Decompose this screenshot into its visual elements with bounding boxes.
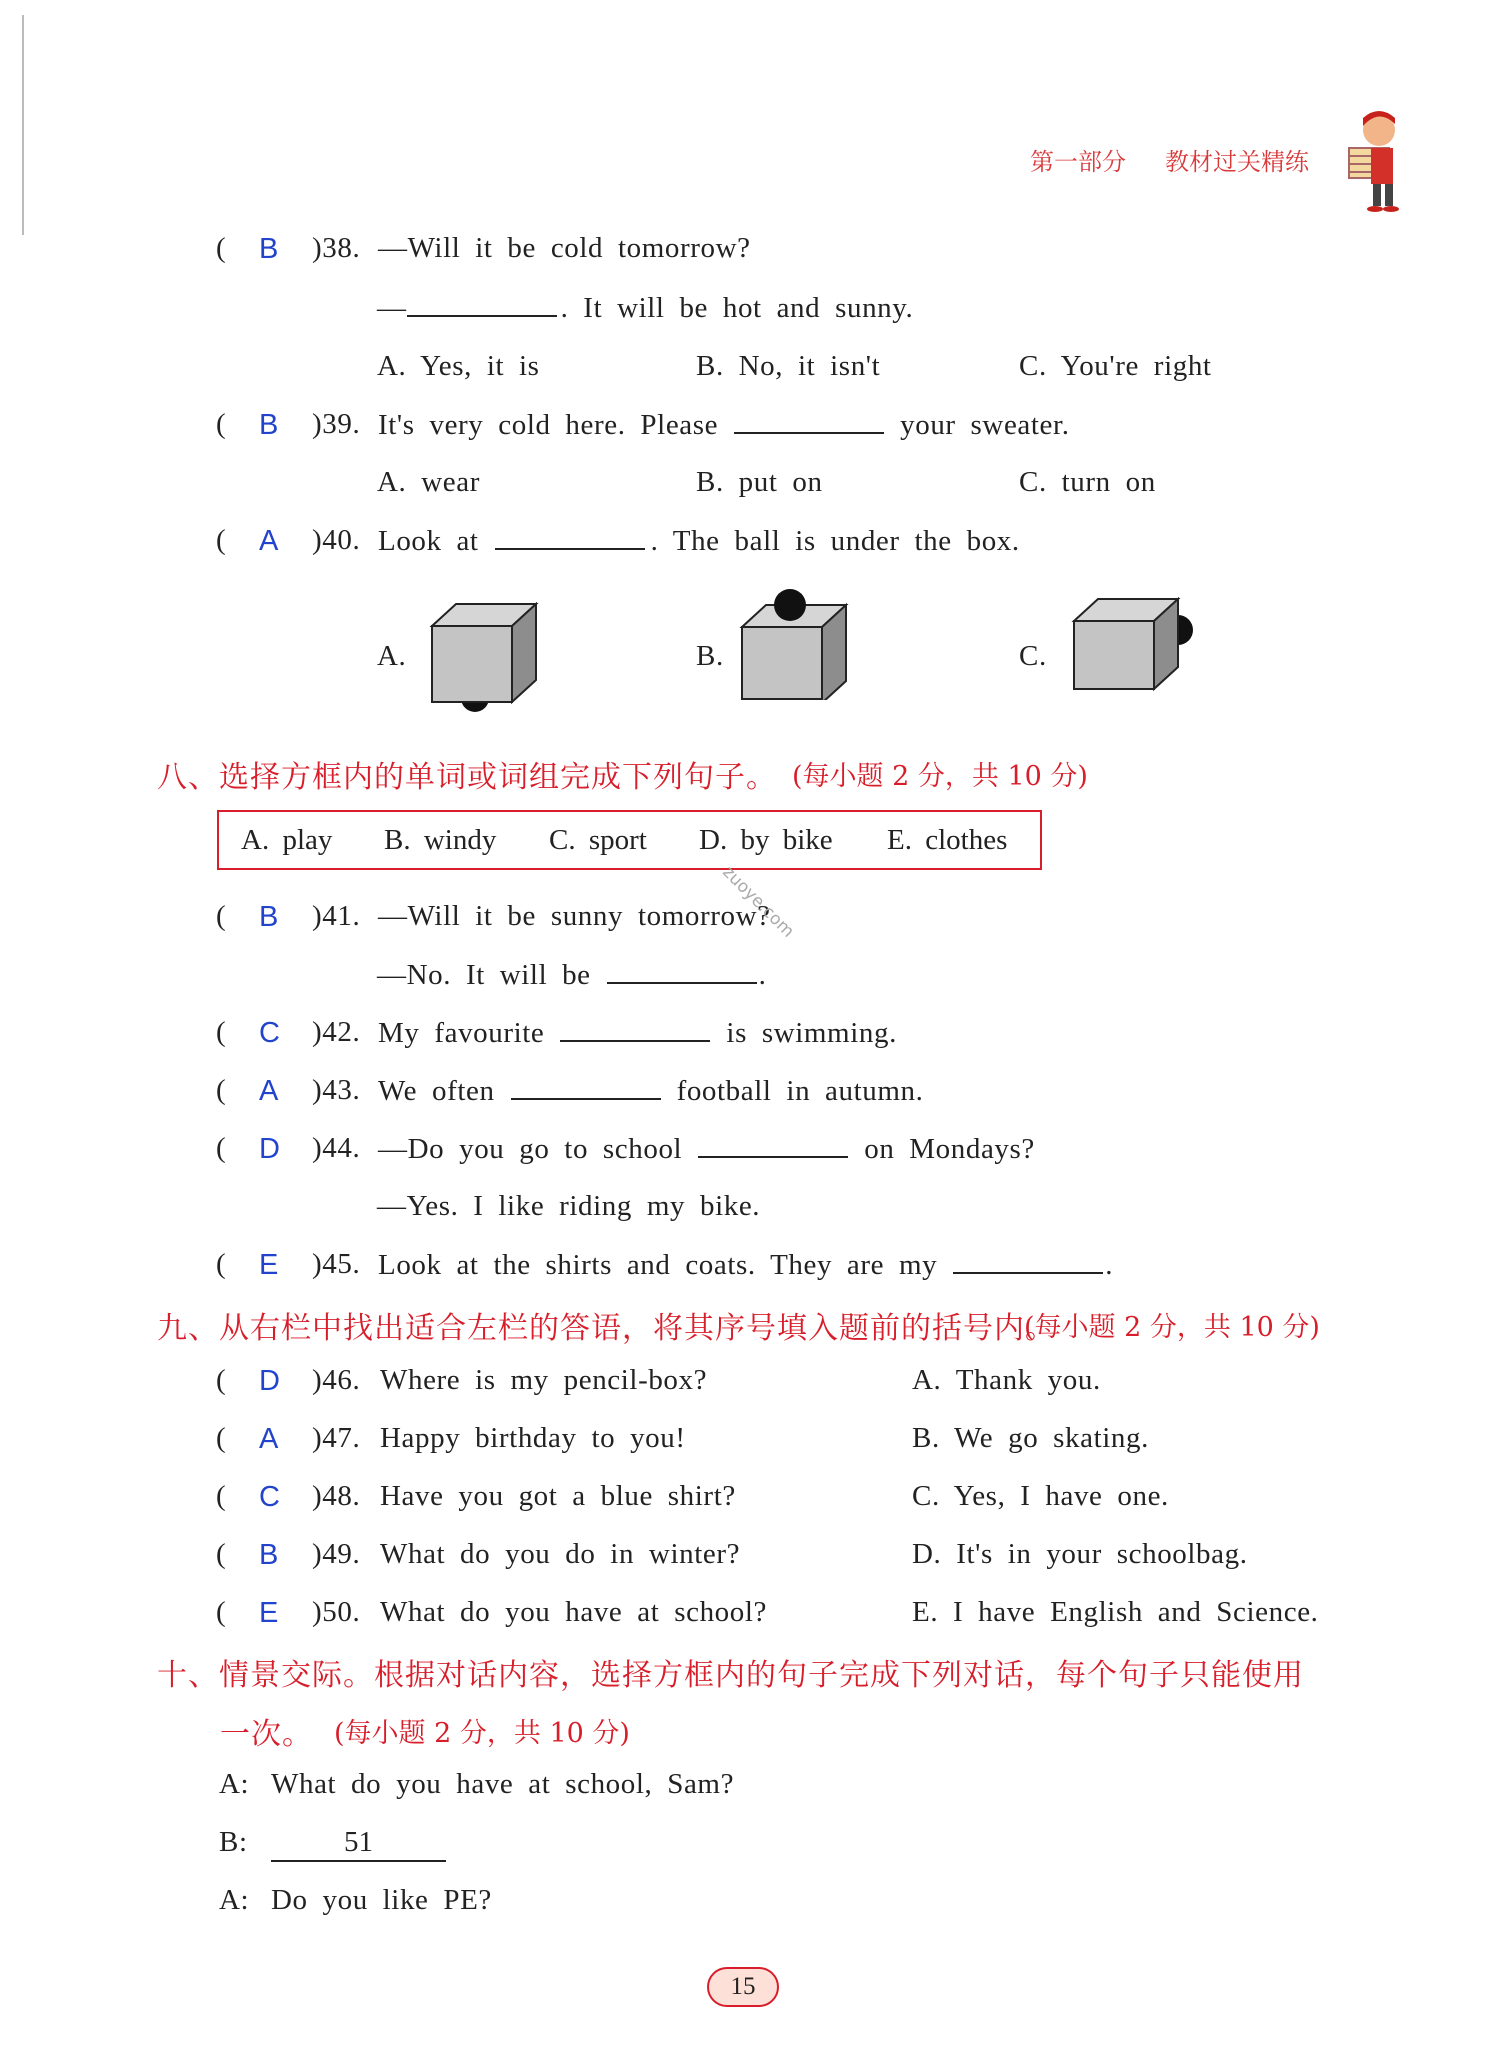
question-41-number: )41.	[312, 900, 361, 932]
option-40-b-label: B.	[696, 640, 724, 672]
answer-blank	[734, 408, 884, 434]
question-44-post: on Mondays?	[864, 1133, 1035, 1165]
word-bank-item: E. clothes	[887, 824, 1008, 856]
answer-38: B	[259, 233, 279, 265]
option-38-b: B. No, it isn't	[696, 350, 881, 382]
answer-paren-open: (	[216, 1480, 226, 1512]
question-42-number: )42.	[312, 1016, 361, 1048]
question-47-text: Happy birthday to you!	[380, 1422, 686, 1454]
question-38-text: —Will it be cold tomorrow?	[378, 232, 751, 264]
word-bank-item: B. windy	[384, 824, 497, 856]
question-45-post: .	[1105, 1249, 1114, 1281]
answer-blank	[511, 1074, 661, 1100]
answer-blank	[953, 1248, 1103, 1274]
speaker-a: A:	[219, 1768, 250, 1800]
question-44-line2: —Yes. I like riding my bike.	[377, 1190, 761, 1222]
question-49-number: )49.	[312, 1538, 361, 1570]
question-45-number: )45.	[312, 1248, 361, 1280]
question-38-line2	[377, 291, 913, 325]
question-39-text	[378, 408, 1070, 442]
question-40-text	[378, 524, 1020, 558]
option-38-a: A. Yes, it is	[377, 350, 540, 382]
dash: —	[377, 292, 407, 324]
question-44-pre: —Do you go to school	[378, 1133, 683, 1165]
speaker-b: B:	[219, 1826, 248, 1858]
answer-paren-open: (	[216, 900, 226, 932]
question-39-pre: It's very cold here. Please	[378, 409, 719, 441]
answer-paren-open: (	[216, 408, 226, 440]
option-39-c: C. turn on	[1019, 466, 1156, 498]
section-10-title-cont: 一次。	[220, 1717, 313, 1752]
question-40-post: . The ball is under the box.	[650, 525, 1020, 557]
answer-47: A	[259, 1423, 279, 1455]
answer-blank	[407, 291, 557, 317]
question-41-line2	[377, 958, 767, 992]
question-46-number: )46.	[312, 1364, 361, 1396]
option-39-a: A. wear	[377, 466, 480, 498]
answer-48: C	[259, 1481, 280, 1513]
question-41-text: —Will it be sunny tomorrow?	[378, 900, 771, 932]
question-43-pre: We often	[378, 1075, 495, 1107]
answer-paren-open: (	[216, 232, 226, 264]
answer-paren-open: (	[216, 1422, 226, 1454]
question-43-post: football in autumn.	[676, 1075, 924, 1107]
question-41-line2-pre: —No. It will be	[377, 959, 591, 991]
word-bank-box	[217, 810, 1042, 870]
page-number: 15	[707, 1967, 779, 2007]
header-title: 教材过关精练	[1165, 148, 1309, 176]
question-40-pre: Look at	[378, 525, 479, 557]
question-49-text: What do you do in winter?	[380, 1538, 741, 1570]
question-45-pre: Look at the shirts and coats. They are my	[378, 1249, 938, 1281]
question-44-number: )44.	[312, 1132, 361, 1164]
section-9-score: (每小题 2 分，共 10 分)	[1024, 1312, 1320, 1343]
question-50-number: )50.	[312, 1596, 361, 1628]
question-38-number: )38.	[312, 232, 361, 264]
answer-41: B	[259, 901, 279, 933]
answer-paren-open: (	[216, 1016, 226, 1048]
answer-paren-open: (	[216, 1074, 226, 1106]
question-46-text: Where is my pencil-box?	[380, 1364, 708, 1396]
reply-option-e: E. I have English and Science.	[912, 1596, 1319, 1628]
answer-paren-open: (	[216, 1538, 226, 1570]
dialog-blank-51: 51	[271, 1826, 446, 1862]
reply-option-b: B. We go skating.	[912, 1422, 1149, 1454]
question-45-text	[378, 1248, 1113, 1282]
word-bank-item: D. by bike	[699, 824, 833, 856]
section-9-title: 九、从右栏中找出适合左栏的答语，将其序号填入题前的括号内。	[157, 1311, 1056, 1346]
answer-50: E	[259, 1597, 279, 1629]
section-10-title: 十、情景交际。根据对话内容，选择方框内的句子完成下列对话，每个句子只能使用	[157, 1658, 1304, 1693]
answer-45: E	[259, 1249, 279, 1281]
section-8-score: (每小题 2 分，共 10 分)	[792, 761, 1088, 792]
question-40-number: )40.	[312, 524, 361, 556]
box-ball-under-image	[428, 600, 540, 715]
answer-paren-open: (	[216, 524, 226, 556]
answer-44: D	[259, 1133, 280, 1165]
question-38-line2-text: . It will be hot and sunny.	[560, 292, 914, 324]
question-50-text: What do you have at school?	[380, 1596, 768, 1628]
reply-option-a: A. Thank you.	[912, 1364, 1101, 1396]
box-ball-beside-image	[1070, 595, 1195, 695]
dialog-line-a1: What do you have at school, Sam?	[271, 1768, 735, 1800]
option-38-c: C. You're right	[1019, 350, 1212, 382]
page-edge-line	[22, 15, 24, 235]
reply-option-d: D. It's in your schoolbag.	[912, 1538, 1248, 1570]
question-48-number: )48.	[312, 1480, 361, 1512]
answer-42: C	[259, 1017, 280, 1049]
section-10-score: (每小题 2 分，共 10 分)	[334, 1718, 630, 1749]
reply-option-c: C. Yes, I have one.	[912, 1480, 1169, 1512]
question-43-number: )43.	[312, 1074, 361, 1106]
answer-paren-open: (	[216, 1596, 226, 1628]
answer-46: D	[259, 1365, 280, 1397]
answer-paren-open: (	[216, 1132, 226, 1164]
question-39-number: )39.	[312, 408, 361, 440]
box-ball-on-image	[738, 585, 850, 700]
dialog-line-a2: Do you like PE?	[271, 1884, 492, 1916]
answer-blank	[607, 958, 757, 984]
watermark: zuoye.com	[718, 862, 798, 942]
question-44-text	[378, 1132, 1035, 1166]
header-part: 第一部分	[1030, 148, 1126, 176]
option-39-b: B. put on	[696, 466, 823, 498]
answer-blank	[495, 524, 645, 550]
question-39-post: your sweater.	[900, 409, 1070, 441]
answer-blank	[560, 1016, 710, 1042]
answer-40: A	[259, 525, 279, 557]
question-47-number: )47.	[312, 1422, 361, 1454]
answer-blank	[698, 1132, 848, 1158]
student-mascot-icon	[1345, 108, 1407, 213]
answer-paren-open: (	[216, 1248, 226, 1280]
section-8-title: 八、选择方框内的单词或词组完成下列句子。	[157, 760, 777, 795]
question-42-pre: My favourite	[378, 1017, 545, 1049]
answer-paren-open: (	[216, 1364, 226, 1396]
word-bank-item: A. play	[241, 824, 333, 856]
question-41-line2-post: .	[758, 959, 767, 991]
word-bank-item: C. sport	[549, 824, 647, 856]
question-42-post: is swimming.	[726, 1017, 897, 1049]
question-48-text: Have you got a blue shirt?	[380, 1480, 736, 1512]
answer-49: B	[259, 1539, 279, 1571]
option-40-c-label: C.	[1019, 640, 1047, 672]
answer-39: B	[259, 409, 279, 441]
answer-43: A	[259, 1075, 279, 1107]
speaker-a: A:	[219, 1884, 250, 1916]
question-42-text	[378, 1016, 897, 1050]
option-40-a-label: A.	[377, 640, 407, 672]
question-43-text	[378, 1074, 923, 1108]
